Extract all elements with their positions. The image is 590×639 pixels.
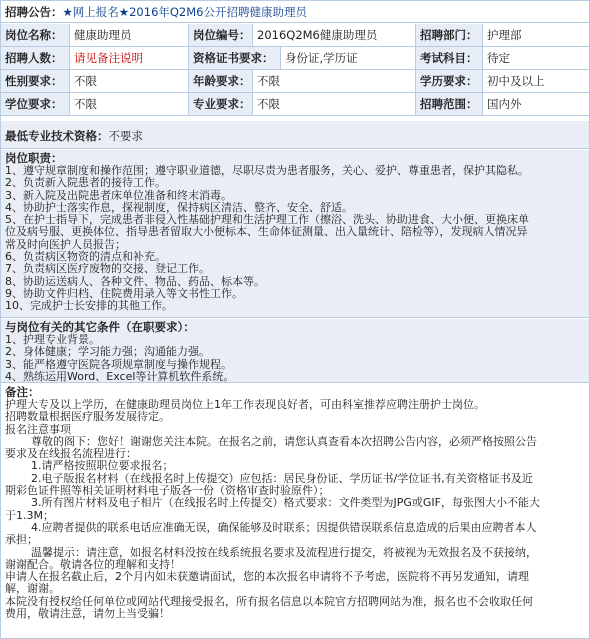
duty-line: 10、完成护士长安排的其他工作。	[5, 299, 173, 313]
remarks-section	[1, 384, 589, 638]
condition-line: 4、熟练运用Word、Excel等计算机软件系统。	[5, 369, 235, 383]
tech-qualification	[1, 121, 589, 149]
duty-line: 1、遵守规章制度和操作范围；遵守职业道德，尽职尽责为患者服务，关心、爱护、尊重患者，保护其隐私。	[5, 164, 529, 177]
note-item: 期彩色证件照等相关证明材料电子版各一份（资格审查时验原件）；	[5, 484, 330, 498]
gender-label: 性别要求：	[1, 70, 70, 92]
info-row-3	[1, 70, 589, 93]
degree-label: 学位要求：	[1, 93, 70, 115]
tech-value: 不要求	[108, 129, 143, 143]
edu-value: 初中及以上	[483, 70, 589, 92]
greeting-line: 要求及在线报名流程进行：	[5, 447, 137, 461]
post-name-label: 岗位名称：	[1, 24, 70, 46]
remark-line: 护理大专及以上学历，在健康助理员岗位上1年工作表现良好者，可由科室推荐应聘注册护士岗位。	[5, 398, 485, 411]
cert-label: 资格证书要求：	[189, 47, 281, 69]
duty-line: 4、协助护士落实作息，探视制度，保持病区清洁、整齐、安全、舒适。	[5, 200, 353, 214]
tip-line: 谢谢配合。敬请各位的理解和支持！	[5, 557, 181, 571]
condition-line: 1、护理专业背景。	[5, 333, 100, 346]
dept-value: 护理部	[483, 24, 589, 46]
duty-line: 9、协助文件归档、住院费用录入等文书性工作。	[5, 286, 243, 300]
cert-value: 身份证,学历证	[281, 47, 416, 69]
degree-value: 不限	[70, 93, 189, 115]
greeting-line: 尊敬的阁下：您好！谢谢您关注本院。在报名之前，请您认真查看本次招聘公告内容，必须严格按照公告	[31, 434, 537, 448]
major-value: 不限	[253, 93, 416, 115]
condition-line: 3、能严格遵守医院各项规章制度与操作规程。	[5, 357, 232, 371]
notice-label: 招聘公告：	[5, 5, 63, 19]
duty-line: 5、在护士指导下，完成患者非侵入性基础护理和生活护理工作（擦浴、洗头、协助进食、大小便、更换床单	[5, 213, 529, 227]
note-item: 4.应聘者提供的联系电话应准确无误，确保能够及时联系；因提供错误联系信息造成的后果由应聘者本人	[31, 520, 537, 534]
age-value: 不限	[253, 70, 416, 92]
note-item: 承担；	[5, 533, 38, 547]
tip-line: 温馨提示：请注意，如报名材料没按在线系统报名要求及流程进行提交，将被视为无效报名及不获接纳，	[31, 545, 537, 559]
post-code-label: 岗位编号：	[189, 24, 253, 46]
condition-line: 2、身体健康；学习能力强；沟通能力强。	[5, 345, 210, 359]
duty-line: 6、负责病区物资的清点和补充。	[5, 250, 166, 264]
post-name-value: 健康助理员	[70, 24, 189, 46]
gender-value: 不限	[70, 70, 189, 92]
info-row-1	[1, 24, 589, 47]
duty-line: 8、协助运送病人、各种文件、物品、药品、标本等。	[5, 274, 265, 288]
remarks-title: 备注：	[5, 385, 40, 399]
conditions-section	[1, 319, 589, 383]
conditions-title: 与岗位有关的其它条件（在职要求）：	[5, 320, 195, 334]
info-row-4	[1, 93, 589, 116]
duties-section	[1, 150, 589, 318]
duty-line: 3、新入院及出院患者床单位准备和终末消毒。	[5, 188, 232, 202]
count-label: 招聘人数：	[1, 47, 70, 69]
major-label: 专业要求：	[189, 93, 253, 115]
tail-line: 解，谢谢。	[5, 582, 60, 596]
duty-line: 常及时向医护人员报告；	[5, 237, 126, 251]
edu-label: 学历要求：	[416, 70, 483, 92]
scope-value: 国内外	[483, 93, 589, 115]
duty-line: 7、负责病区医疗废物的交接、登记工作。	[5, 262, 210, 276]
note-item: 于1.3M；	[5, 508, 54, 522]
age-label: 年龄要求：	[189, 70, 253, 92]
note-item: 3.所有图片材料及电子相片（在线报名时上传提交）格式要求：文件类型为JPG或GIF，每张图大小不能大	[31, 496, 540, 510]
notice-header	[1, 1, 589, 23]
notice-title: ★网上报名★2016年Q2M6公开招聘健康助理员	[62, 5, 307, 19]
duty-line: 2、负责新入院患者的接待工作。	[5, 176, 166, 190]
exam-value: 待定	[483, 47, 589, 69]
note-item: 2.电子版报名材料（在线报名时上传提交）应包括：居民身份证、学历证书/学位证书,有关资格证书及近	[31, 471, 533, 485]
scope-label: 招聘范围：	[416, 93, 483, 115]
duty-line: 位及病号服、更换体位、指导患者留取大小便标本、生命体征测量、出入量统计、陪检等），发现病人情况异	[5, 225, 528, 239]
tech-label: 最低专业技术资格：	[5, 129, 109, 143]
remark-line: 招聘数量根据医疗服务发展待定。	[5, 410, 170, 424]
dept-label: 招聘部门：	[416, 24, 483, 46]
tail-line: 费用，敬请注意，请勿上当受骗！	[5, 607, 170, 621]
info-row-2	[1, 47, 589, 70]
tail-line: 申请人在报名截止后，2个月内如未获邀请面试，您的本次报名申请将不予考虑，医院将不再另发通知，请理	[5, 570, 529, 584]
count-value: 请见备注说明	[70, 47, 189, 69]
duties-title: 岗位职责：	[5, 151, 63, 165]
remark-line: 报名注意事项	[5, 422, 71, 436]
note-item: 1.请严格按照职位要求报名；	[31, 459, 174, 473]
post-code-value: 2016Q2M6健康助理员	[253, 24, 416, 46]
tail-line: 本院没有授权给任何单位或网站代理接受报名，所有报名信息以本院官方招聘网站为准，报名也不会收取任何	[5, 594, 533, 608]
exam-label: 考试科目：	[416, 47, 483, 69]
